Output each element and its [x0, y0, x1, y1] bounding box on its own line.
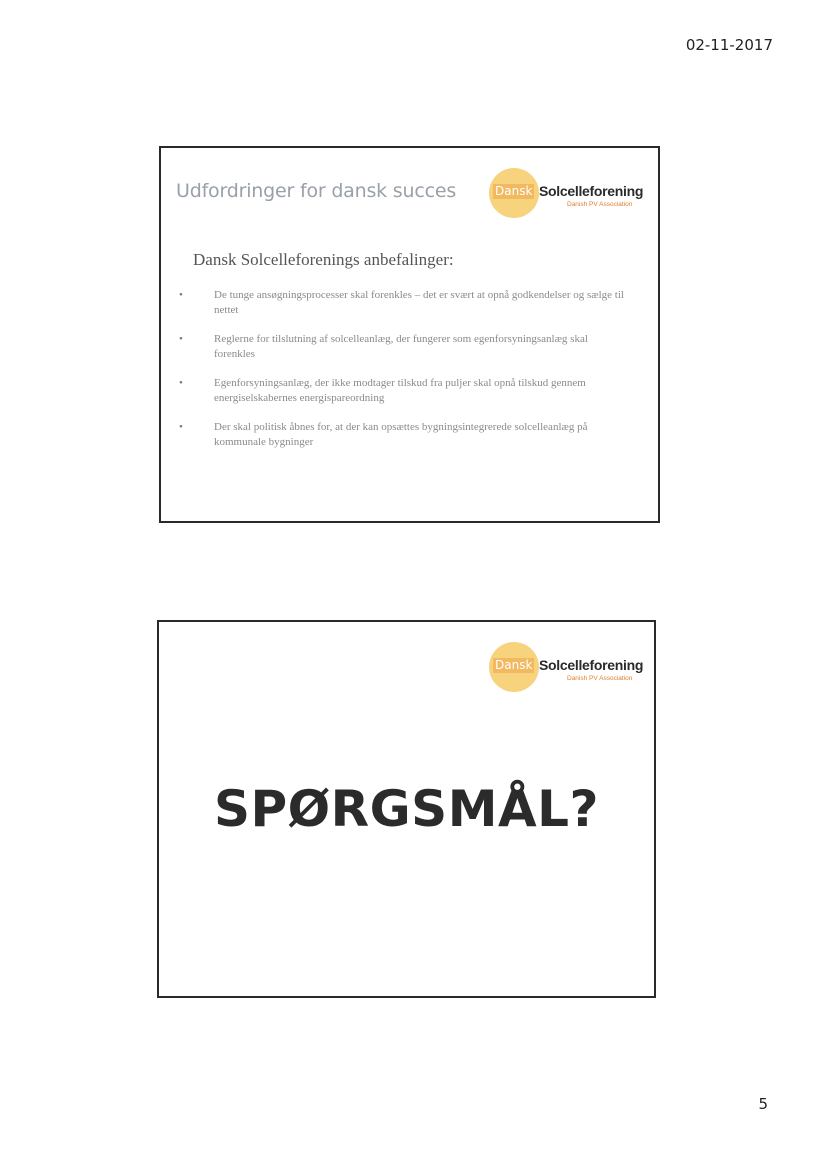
association-logo [489, 642, 649, 694]
recommendations-list [179, 288, 629, 464]
bullet-icon: • [179, 289, 183, 301]
list-item-text: Reglerne for tilslutning af solcelleanlæg, der fungerer som egenforsyningsanlæg skal forenkles [214, 333, 588, 360]
list-item-text: Egenforsyningsanlæg, der ikke modtager tilskud fra puljer skal opnå tilskud gennem energiselskabernes energispareordning [214, 377, 586, 404]
list-item-text: Der skal politisk åbnes for, at der kan opsættes bygningsintegrerede solcelleanlæg på kommunale bygninger [214, 421, 588, 448]
logo-name: Solcelleforening [539, 657, 644, 673]
logo-subtitle: Danish PV Association [567, 201, 633, 208]
page-number: 5 [758, 1095, 768, 1113]
logo-subtitle: Danish PV Association [567, 675, 633, 682]
slide-questions [157, 620, 656, 998]
bullet-icon: • [179, 421, 183, 433]
questions-heading: SPØRGSMÅL? [213, 780, 600, 838]
slide-challenges [159, 146, 660, 523]
logo-name: Solcelleforening [539, 183, 644, 199]
list-item [179, 288, 629, 318]
logo-dansk-text: Dansk [495, 658, 533, 672]
list-item [179, 420, 629, 450]
list-item [179, 332, 629, 362]
list-item [179, 376, 629, 406]
bullet-icon: • [179, 333, 183, 345]
list-item-text: De tunge ansøgningsprocesser skal forenkles – det er svært at opnå godkendelser og sælge til nettet [214, 289, 624, 316]
page-date: 02-11-2017 [685, 36, 773, 54]
association-logo [489, 168, 649, 220]
logo-dansk-text: Dansk [495, 184, 533, 198]
bullet-icon: • [179, 377, 183, 389]
slide-title: Udfordringer for dansk succes [176, 180, 457, 202]
recommendations-heading: Dansk Solcelleforenings anbefalinger: [193, 250, 454, 269]
